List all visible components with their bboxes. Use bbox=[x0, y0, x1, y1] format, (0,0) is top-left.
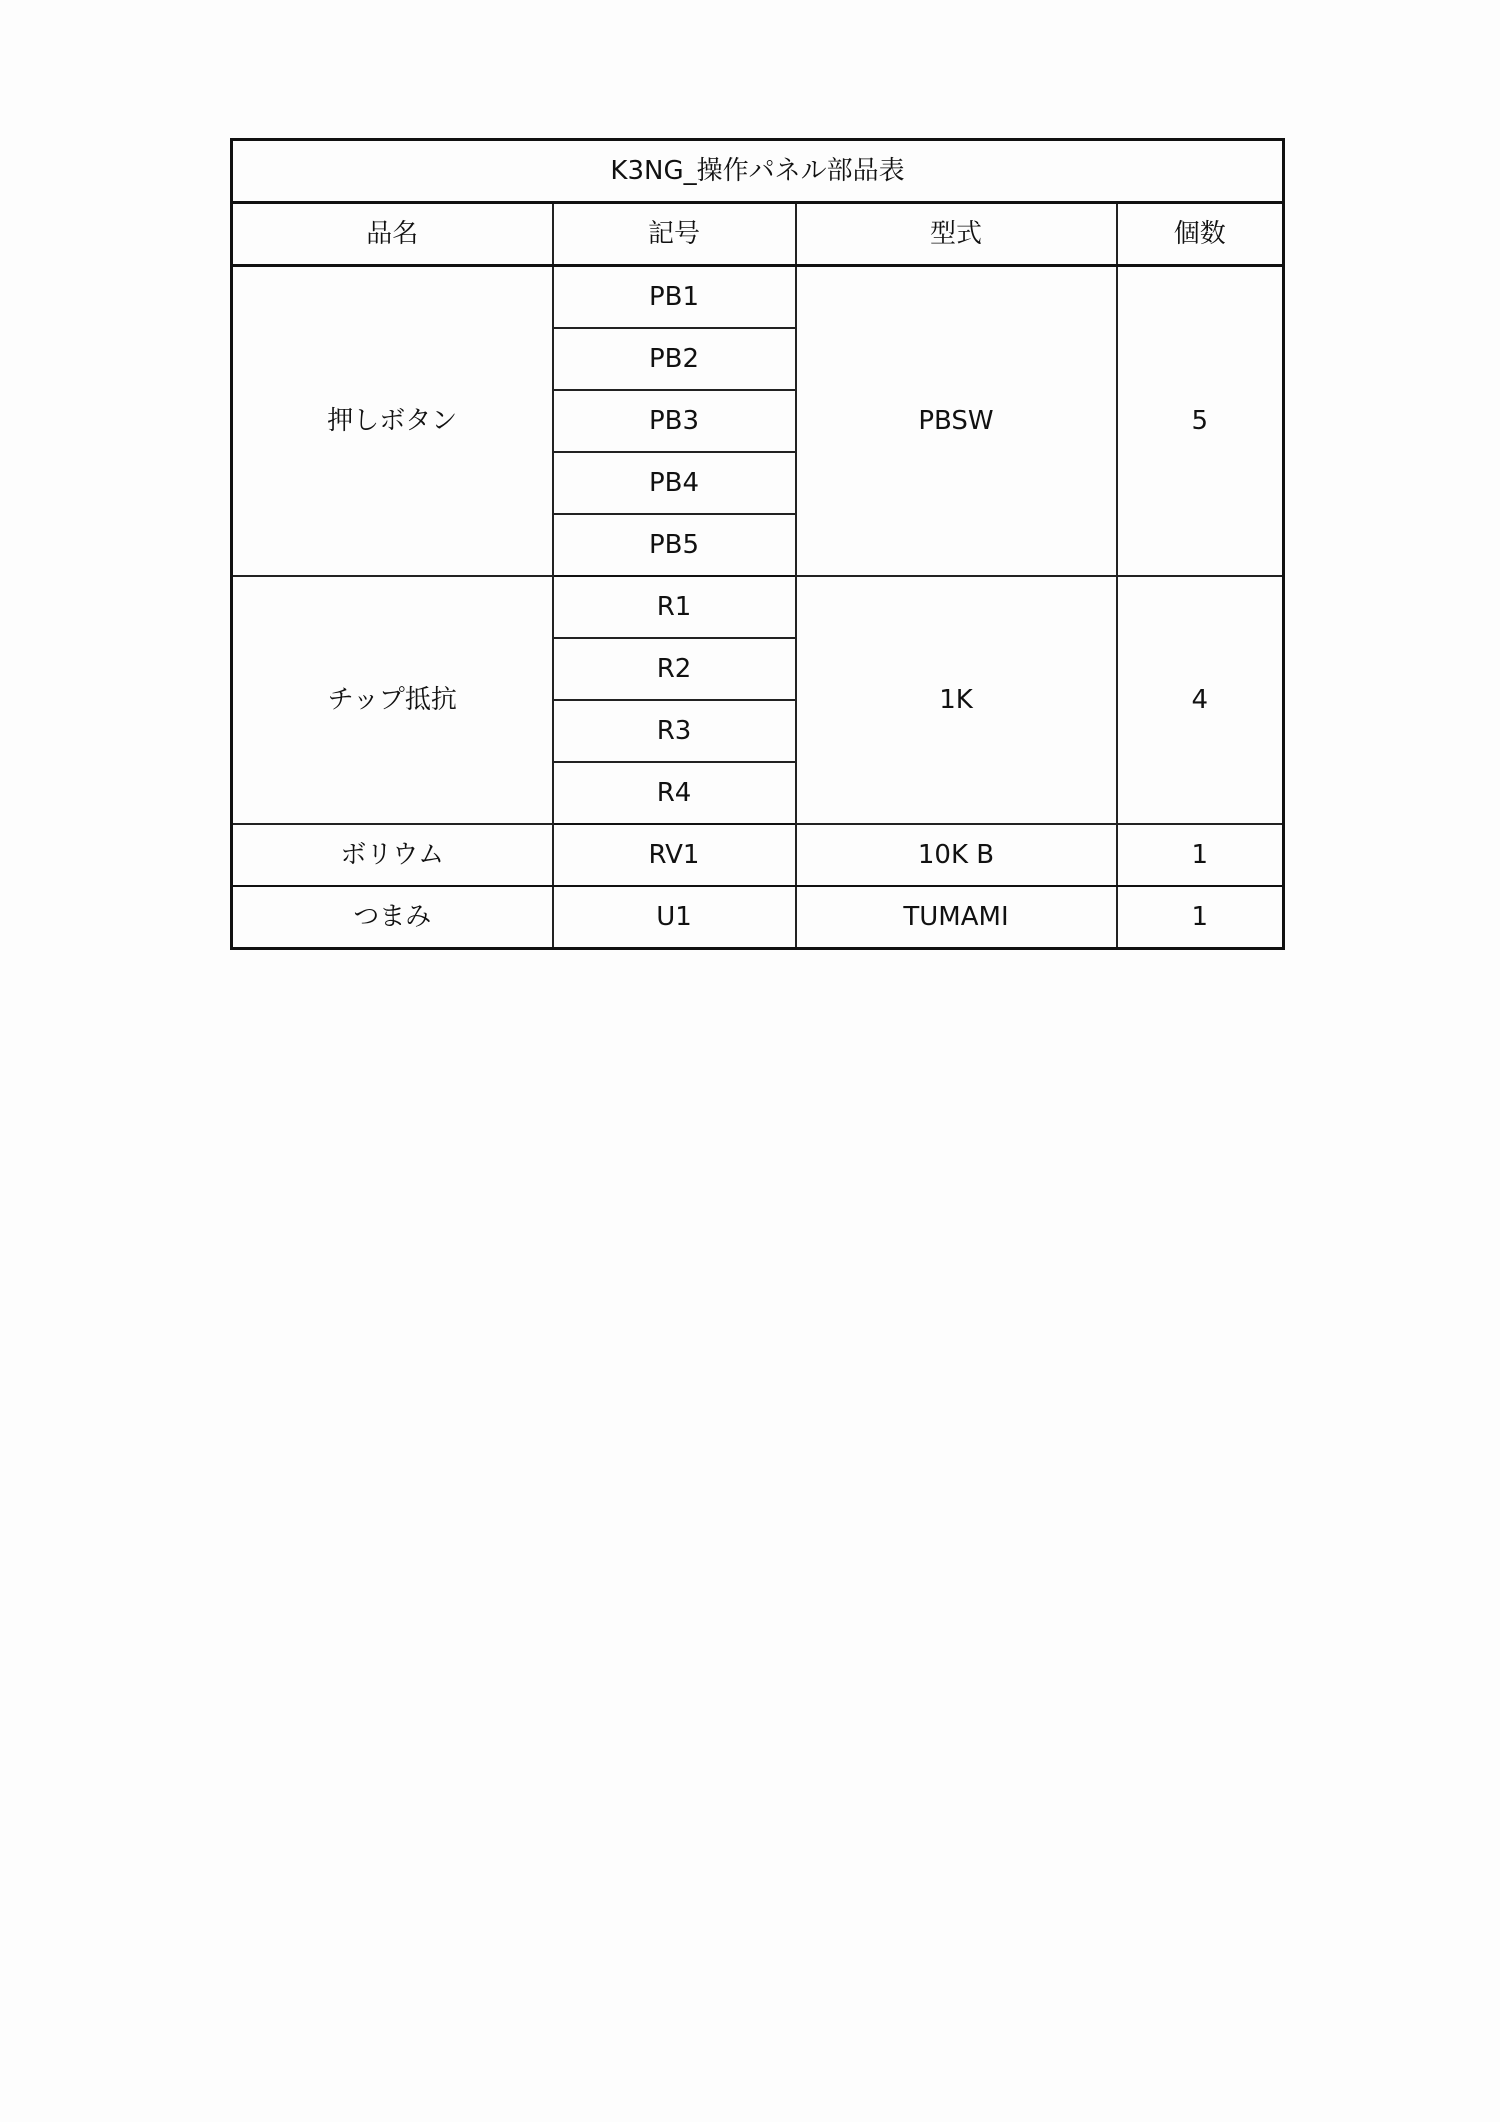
part-code-cell: U1 bbox=[553, 886, 796, 949]
part-qty-cell: 1 bbox=[1117, 824, 1284, 886]
table-row bbox=[232, 266, 1284, 329]
parts-list-table bbox=[230, 138, 1285, 950]
part-name-cell: ボリウム bbox=[232, 824, 553, 886]
part-qty-cell: 1 bbox=[1117, 886, 1284, 949]
part-code-cell: PB4 bbox=[553, 452, 796, 514]
part-code-cell: R1 bbox=[553, 576, 796, 638]
part-name-cell: チップ抵抗 bbox=[232, 576, 553, 824]
part-code-cell: PB3 bbox=[553, 390, 796, 452]
table-title: K3NG_操作パネル部品表 bbox=[232, 140, 1284, 203]
table-row bbox=[232, 576, 1284, 638]
part-name-cell: 押しボタン bbox=[232, 266, 553, 577]
part-code-cell: R3 bbox=[553, 700, 796, 762]
table-title-row bbox=[232, 140, 1284, 203]
part-type-cell: PBSW bbox=[796, 266, 1117, 577]
part-qty-cell: 4 bbox=[1117, 576, 1284, 824]
part-name-cell: つまみ bbox=[232, 886, 553, 949]
part-type-cell: TUMAMI bbox=[796, 886, 1117, 949]
part-code-cell: PB1 bbox=[553, 266, 796, 329]
part-qty-cell: 5 bbox=[1117, 266, 1284, 577]
table-header-row bbox=[232, 203, 1284, 266]
part-code-cell: R2 bbox=[553, 638, 796, 700]
part-type-cell: 1K bbox=[796, 576, 1117, 824]
parts-table-body bbox=[232, 140, 1284, 949]
header-qty: 個数 bbox=[1117, 203, 1284, 266]
header-code: 記号 bbox=[553, 203, 796, 266]
header-type: 型式 bbox=[796, 203, 1117, 266]
part-code-cell: R4 bbox=[553, 762, 796, 824]
part-type-cell: 10K B bbox=[796, 824, 1117, 886]
part-code-cell: PB5 bbox=[553, 514, 796, 576]
table-row bbox=[232, 886, 1284, 949]
part-code-cell: PB2 bbox=[553, 328, 796, 390]
header-name: 品名 bbox=[232, 203, 553, 266]
table-row bbox=[232, 824, 1284, 886]
part-code-cell: RV1 bbox=[553, 824, 796, 886]
